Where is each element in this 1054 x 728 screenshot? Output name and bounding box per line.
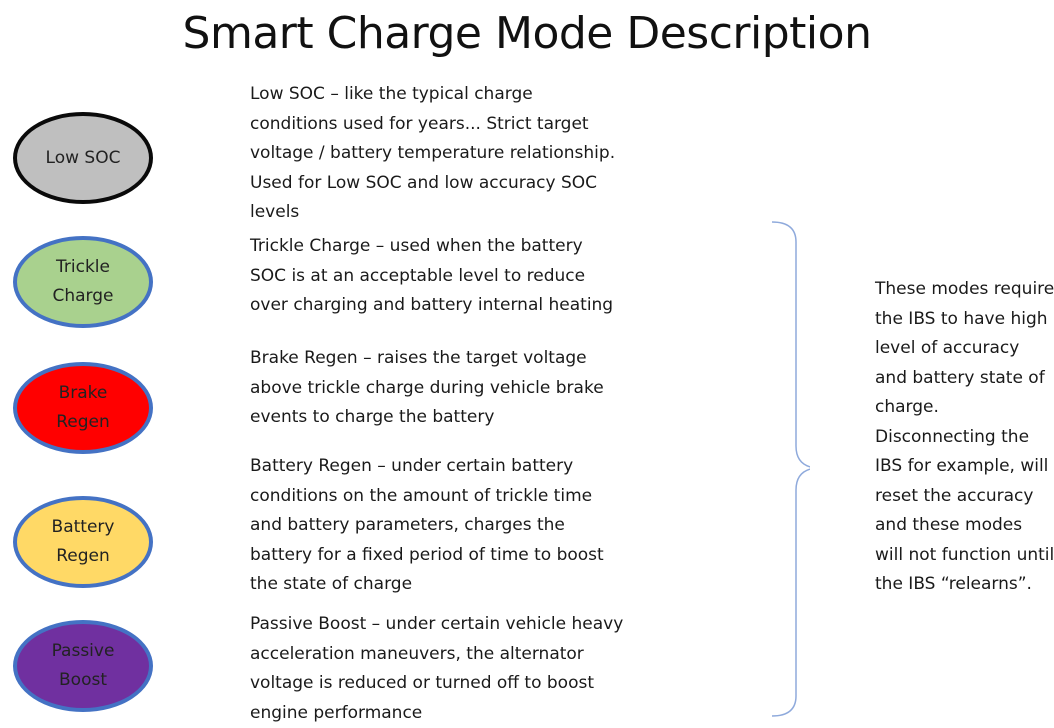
battery-regen-oval (13, 496, 153, 588)
brake-regen-label: Brake Regen (56, 383, 110, 432)
battery-regen-description: Battery Regen – under certain battery conditions on the amount of trickle time and battery parameters, charges the battery for a fixed period of time to boost the state of charge (250, 456, 604, 594)
low-soc-oval (13, 112, 153, 204)
brake-regen-description: Brake Regen – raises the target voltage above trickle charge during vehicle brake events to charge the battery (250, 348, 604, 427)
battery-regen-label: Battery Regen (51, 517, 115, 566)
trickle-charge-label: Trickle Charge (52, 257, 114, 306)
page-title: Smart Charge Mode Description (182, 8, 872, 59)
modes-note: These modes require the IBS to have high level of accuracy and battery state of charge. Disconnecting the IBS for example, will reset the accuracy and these modes will not function until the IBS “relearns”. (875, 279, 1054, 594)
low-soc-label: Low SOC (45, 147, 121, 168)
passive-boost-label: Passive Boost (51, 641, 115, 690)
passive-boost-description: Passive Boost – under certain vehicle heavy acceleration maneuvers, the alternator voltage is reduced or turned off to boost engine performance (250, 614, 624, 723)
low-soc-description: Low SOC – like the typical charge conditions used for years... Strict target voltage / battery temperature relationship. Used for Low SOC and low accuracy SOC levels (250, 84, 616, 222)
brake-regen-oval (13, 362, 153, 454)
trickle-charge-description: Trickle Charge – used when the battery SOC is at an acceptable level to reduce over charging and battery internal heating (250, 236, 614, 315)
passive-boost-oval (13, 620, 153, 712)
right-brace-icon (770, 220, 810, 720)
trickle-charge-oval (13, 236, 153, 328)
